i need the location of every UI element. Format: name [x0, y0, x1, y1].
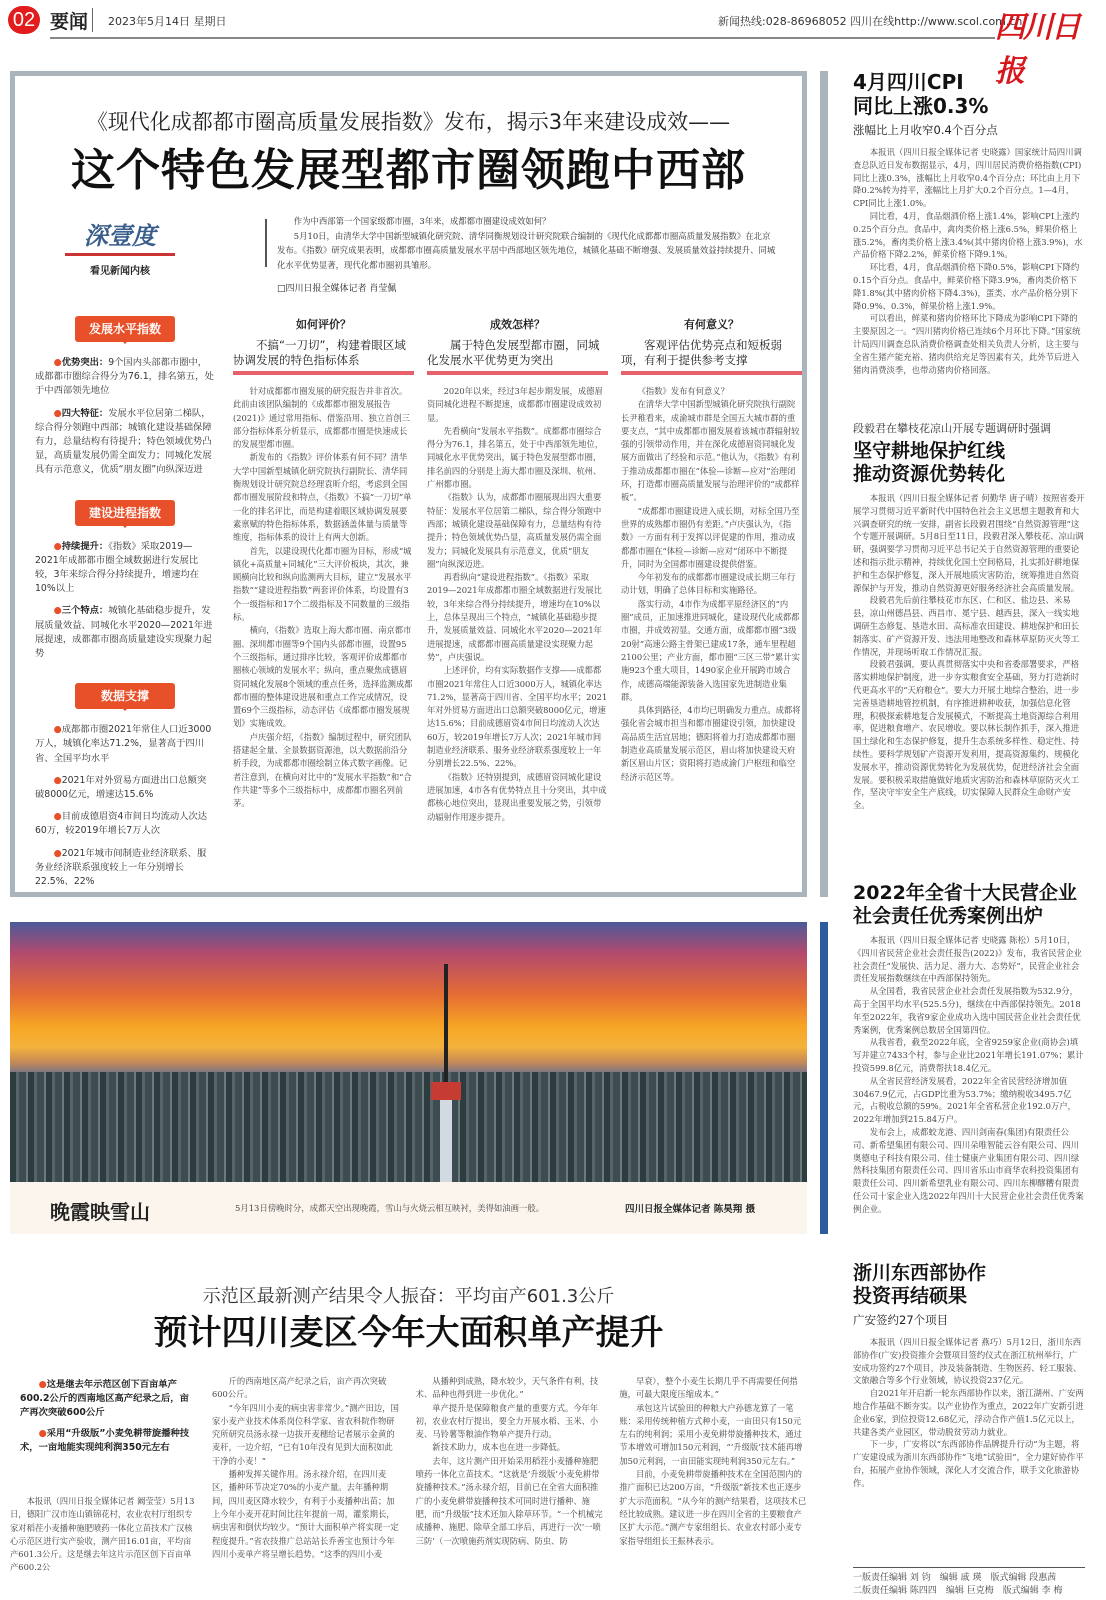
sidebar-bullet	[35, 810, 215, 838]
bullet-dot-icon: ●	[53, 540, 62, 552]
csr-body	[853, 934, 1085, 1216]
paragraph: 具体到路径，4市均已明确发力重点。成都将强化省会城市担当和都市圈建设引领，加快建设高品质生活宜居地；德阳将着力打造成都都市圈制造业高质量发展示范区，眉山将加快建设天府新区眉山片区；资阳将打造成渝门户枢纽和临空经济示范区等。	[621, 705, 801, 782]
paragraph: 本报讯（四川日报全媒体记者 何勤华 唐子晴）按照省委开展学习贯彻习近平新时代中国特色社会主义思想主题教育和大兴调查研究的统一安排，副省长段毅君围绕“自然资源管理”这个专题开展调研。5月8日至11日，段毅君深入攀枝花、凉山调研，强调要学习贯彻习近平总书记关于自然资源管理的重要论述和指示批示精神，持续优化国土空间格局，扎实抓好耕地保护和生态保护修复，深入开展地质灾害防治，统筹推进自然资源保护与开发，推动自然资源更好服务经济社会高质量发展。	[853, 493, 1085, 593]
bullet-text: 9个国内头部都市圈中，成都都市圈综合得分为76.1，排名第五，处于中西部领先地位	[35, 357, 214, 397]
bullet-text: 2021年对外贸易方面进出口总额突破8000亿元，增速达15.6%	[35, 774, 207, 801]
bullet-text: 目前成德眉资4市间日均流动人次达60万，较2019年增长7万人次	[35, 811, 208, 837]
farmland-title-line1: 坚守耕地保护红线	[853, 440, 1006, 462]
paragraph: 从全省民营经济发展看，2022年全省民营经济增加值30467.9亿元，占GDP比重为53.7%；缴纳税收3495.7亿元，占税收总额的59%。2021年全省私营企业192.0万户，2022年增加到215.84万户。	[853, 1075, 1077, 1125]
article-cpi	[853, 70, 1085, 376]
sidebar-group	[35, 316, 215, 478]
paragraph: 落实行动，4市作为成都平原经济区的“内圈”成员，正加速推进同城化，建设现代化成都都市圈，并成效初显。交通方面，成都都市圈“3级20射”高速公路主骨架已建成17条，通车里程超2100公里；产业方面，都市圈“三区三带”累计实施923个重大项目，1490家企业开展跨市域合作，成德高端能源装备入选国家先进制造业集群。	[621, 598, 800, 702]
column-body	[621, 385, 802, 784]
paragraph: 可以看出，鲜菜和猪肉价格环比下降成为影响CPI下降的主要原因之一。“四川猪肉价格已连续6个月环比下降。”国家统计局四川调查总队消费价格调查处相关负责人分析，这主要与全省生猪产能充裕、猪肉供给充足等因素有关，此外节后进入猪肉消费淡季，也带动猪肉价格回落。	[853, 313, 1081, 375]
column-subhead: 不搞“一刀切”，构建着眼区域协调发展的特色指标体系	[233, 338, 414, 375]
photo-caption: 5月13日傍晚时分，成都天空出现晚霞，雪山与火烧云相互映衬，美得如油画一般。	[235, 1203, 545, 1213]
column-subhead: 属于特色发展型都市圈，同城化发展水平优势更为突出	[427, 338, 608, 375]
lead-paragraphs	[277, 214, 777, 272]
page-number-badge: 02	[8, 6, 40, 34]
bullet-lead: 优势突出：	[61, 357, 109, 368]
bullet-lead: 四大特征：	[61, 407, 109, 419]
zj-body	[853, 1336, 1085, 1490]
feature-headline: 这个特色发展型都市圈领跑中西部	[71, 145, 746, 196]
sidebar-bullet	[35, 847, 215, 890]
brand-tagline: 看见新闻内核	[90, 266, 150, 277]
column-significance	[621, 316, 802, 824]
bullet-lead: 三个特点：	[61, 605, 109, 617]
credit-line: 一版责任编辑 刘 钧 编辑 戚 瑛 版式编辑 段惠茜	[853, 1573, 1057, 1583]
bullet-text: 采用“升级版”小麦免耕带旋播种技术，一亩地能实现纯利润350元左右	[20, 1428, 190, 1454]
paragraph: 发布会上，成都蛟龙港、四川剑南春(集团)有限责任公司、新希望集团有限公司、四川朵唯智能云谷有限公司、四川奥德电子科技有限公司、佳士健康产业集团有限公司、四川绿然科技集团有限责任公司、四川省乐山市商华农科投资集团有限责任公司、四川新希望乳业有限公司、四川东柳醪糟有限责任公司十家企业入选2022年四川十大民营企业社会责任优秀案例企业。	[853, 1126, 1084, 1214]
wheat-columns	[212, 1375, 807, 1561]
paragraph: 上述评价，均有实际数据作支撑——成都都市圈2021年常住人口近3000万人，城镇化率达71.2%，显著高于四川省、全国平均水平；2021年对外贸易方面进出口总额突破8000亿元，增速达15.6%；目前成德眉资4市间日均流动人次达60万，较2019年增长7万人次；2021年城市间制造业经济联系、服务业经济联系强度较上一年分别增长22.5%、22%。	[427, 665, 608, 769]
photo-credit: 四川日报全媒体记者 陈昊翔 摄	[625, 1204, 756, 1215]
column-question: 如何评价？	[296, 318, 351, 331]
cpi-title-line1: 4月四川CPI	[853, 70, 964, 94]
farmland-title-line2: 推动资源优势转化	[853, 463, 1006, 485]
sidebar-bullet	[35, 604, 215, 661]
highlight-bullet	[20, 1378, 190, 1419]
paragraph: 本报讯（四川日报全媒体记者 史晓露 陈松）5月10日，《四川省民营企业社会责任报告(2022)》发布，我省民营企业社会责任“发展快、活力足、潜力大、态势好”，民营企业社会责任发展指数继续在中西部保持领先。	[853, 935, 1082, 984]
paragraph: 卢庆强介绍，《指数》编制过程中，研究团队搭建起全量、全景数据资源池，以大数据前沿分析手段，为成都都市圈绘制立体式数字画像。记者注意到，在横向对比中的“发展水平指数”和“合作共建”等多个三级指标中，成都都市圈名列前茅。	[233, 731, 412, 809]
bullet-text: 2021年城市间制造业经济联系、服务业经济联系强度较上一年分别增长22.5%、22%	[35, 847, 207, 888]
bullet-dot-icon: ●	[53, 605, 62, 617]
column-results	[427, 316, 608, 824]
csr-title-line1: 2022年全省十大民营企业	[853, 882, 1077, 904]
paragraph: 环比看，4月，食品烟酒价格下降0.5%，影响CPI下降约0.15个百分点。食品中，鲜菜价格下降3.9%，畜肉类价格下降1.8%(其中猪肉价格下降4.3%)，蛋类、水产品价格分别下降0.9%、0.3%，鲜果价格上涨1.9%。	[853, 262, 1080, 311]
sidebar-bullet	[35, 540, 215, 597]
paragraph: 自2021年开启新一轮东西部协作以来，浙江湖州、广安两地合作基础不断夯实。以产业协作为重点，2022年广安新引进企业6家，到位投资12.68亿元，浮动合作产值1.5亿元以上，共建各类产业园区，带动脱贫劳动力就业。	[853, 1388, 1084, 1437]
paragraph: 横向，《指数》选取上海大都市圈、南京都市圈、深圳都市圈等9个国内头部都市圈，设置95个三级指标，通过排序比较，客观评价成都都市圈核心领域的发展水平；纵向，重点聚焦成德眉资同城化发展8个领域的重点任务，选择监测成都都市圈的整体建设进展和重点工作完成情况，设置69个三级指标，动态评估《成都都市圈发展规划》实施成效。	[233, 625, 413, 729]
editor-credits	[853, 1567, 1085, 1598]
sidebar-bullet	[35, 774, 215, 802]
zj-title-line2: 投资再结硕果	[853, 1285, 968, 1307]
cpi-body	[853, 146, 1085, 376]
paragraph: 段毅君先后前往攀枝花市东区、仁和区、盐边县、米易县，凉山州德昌县、西昌市、冕宁县、越西县，深入一线实地调研生态修复、垦造水田、高标准农田建设、耕地保护和田长制落实、矿产资源开发、违法用地整改和森林草原防灭火等工作情况，并现场听取工作情况汇报。	[853, 595, 1080, 657]
lead-paragraph: 5月10日，由清华大学中国新型城镇化研究院、清华同衡规划设计研究院联合编制的《现代化成都都市圈高质量发展指数》在北京发布。《指数》研究成果表明，成都都市圈高质量发展水平居中西部地区领先地位，城镇化基础不断增强、发展质量效益持续提升、同城化水平优势显著，现代化都市圈初具雏形。	[277, 230, 776, 270]
header-rule	[50, 37, 995, 39]
paragraph: 从我省看，截至2022年底，全省9259家企业(商协会)填写并建立7433个村，参与企业比2021年增长191.07%；累计投资599.8亿元，消费帮扶18.4亿元。	[853, 1037, 1084, 1073]
lead-divider	[265, 219, 267, 267]
byline: □四川日报全媒体记者 肖莹佩	[277, 284, 397, 294]
section-tag: 数据支撑	[75, 683, 175, 709]
header-divider	[92, 8, 93, 32]
paragraph: 斤的西南地区高产纪录之后，亩产再次突破600公斤。	[212, 1376, 387, 1400]
paragraph: 下一步，广安将以“东西部协作品牌提升行动”为主题，将广安建设成为浙川东西部协作“飞地”试验田”，全力建好协作平台，拓展产业协作领域，深化人才交流合作，联手文化旅游协作。	[853, 1439, 1084, 1488]
wheat-column	[212, 1375, 400, 1561]
bullet-text: 城镇化基础稳步提升，发展质量效益、同城化水平2020—2021年进展提速，成都都市圈高质量建设实现聚力起势	[35, 605, 213, 660]
paragraph: 本报讯（四川日报全媒体记者 阚莹莹）5月13日，德阳广汉市连山镇锦花村，农业农村厅组织专家对稻茬小麦播种施肥喷药一体化立苗技术广汉核心示范区进行实产验收，测产田16.01亩，平均亩产601.3公斤。这是继去年这片示范区创下百亩单产600.2公	[10, 1496, 195, 1573]
bullet-dot-icon: ●	[53, 774, 62, 786]
wheat-intro	[10, 1495, 198, 1575]
photo-caption-bar	[10, 1182, 807, 1234]
paragraph: 本报讯（四川日报全媒体记者 燕巧）5月12日，浙川东西部协作(广安)投资推介会暨项目签约仪式在浙江杭州举行，广安成功签约27个项目，涉及装备制造、生物医药、轻工服装、文旅融合等多个行业领域，协议投资237亿元。	[853, 1337, 1082, 1386]
photo-edge-divider	[820, 922, 828, 1234]
paragraph: 在清华大学中国新型城镇化研究院执行副院长尹稚看来，成渝城市群是全国五大城市群的重要支点，“其中成都都市圈发展着该城市群辐射较强的引领带动作用，并在深化成德眉资同城化发展方面做出了经验和示范。”他认为，《指数》有利于推动成都都市圈在“体验—诊断—应对”治理闭环，打造都市圈高质量发展与治理评价的“成都样板”。	[621, 399, 800, 503]
sidebar-bullet	[35, 723, 215, 766]
paragraph: “今年四川小麦的病虫害非常少。”测产田边，国家小麦产业技术体系岗位科学家、省农科院作物研究所研究员汤永禄一边拔开麦穗给记者展示金黄的麦秆，一边介绍，“已有10年没有见到大面积如此干净的小麦！”	[212, 1402, 399, 1466]
paragraph: 承包这片试验田的种粮大户孙德龙算了一笔账：采用传统种植方式种小麦，一亩田只有150元左右的纯利润；采用小麦免耕带旋播种技术，通过节本增效可增加150元利润，“‘升级版’技术能再增加50元利润，一亩田能实现纯利润350元左右。”	[619, 1402, 803, 1466]
feature-kicker: 《现代化成都都市圈高质量发展指数》发布，揭示3年来建设成效——	[86, 110, 731, 134]
section-tag: 建设进程指数	[75, 500, 175, 526]
issue-date: 2023年5月14日 星期日	[108, 15, 227, 28]
paragraph: 今年初发布的成都都市圈建设成长期三年行动计划，明确了总体目标和实施路径。	[621, 572, 796, 596]
paragraph: 同比看，4月，食品烟酒价格上涨1.4%，影响CPI上涨约0.25个百分点。食品中，禽肉类价格上涨6.5%，鲜果价格上涨5.2%，畜肉类价格上涨3.4%(其中猪肉价格上涨3.9%)，水产品价格下降2.2%，鲜菜价格下降9.1%。	[853, 210, 1083, 260]
farmland-pretitle: 段毅君在攀枝花凉山开展专题调研时强调	[853, 422, 1051, 435]
paragraph: 新发布的《指数》评价体系有何不同？清华大学中国新型城镇化研究院执行副院长、清华同衡规划设计研究院总经理袁昕介绍，考虑到全国都市圈发展阶段和特点，《指数》不搞“一刀切”单一化的排名评比，而是构建着眼区域协调发展要素禀赋的特色指标体系，数据涵盖体量与质量等维度，指标体系的设计上有两大创新。	[233, 452, 412, 543]
bullet-dot-icon: ●	[38, 1428, 47, 1440]
sunset-city-photo	[10, 922, 807, 1182]
bullet-text: 这是继去年示范区创下百亩单产600.2公斤的西南地区高产纪录之后，亩产再次突破600公斤	[20, 1379, 189, 1418]
hotline-and-website[interactable]: 新闻热线:028-86968052 四川在线http://www.scol.com.cn	[718, 15, 1023, 28]
bullet-dot-icon: ●	[53, 407, 62, 419]
wheat-highlights	[20, 1378, 190, 1463]
cpi-title-line2: 同比上涨0.3%	[853, 94, 989, 118]
tv-tower-shaft	[440, 1100, 452, 1182]
sidebar-bullet	[35, 407, 215, 478]
column-brand	[65, 216, 175, 277]
bullet-text: 成都都市圈2021年常住人口近3000万人，城镇化率达71.2%，显著高于四川省、全国平均水平	[35, 724, 212, 764]
right-column-divider	[820, 71, 828, 897]
csr-title-line2: 社会责任优秀案例出炉	[853, 905, 1044, 927]
column-question: 成效怎样？	[490, 318, 545, 331]
bullet-lead: 持续提升：	[61, 540, 109, 552]
sidebar-bullet	[35, 356, 215, 399]
column-how-evaluate	[233, 316, 414, 824]
cpi-subtitle: 涨幅比上月收窄0.4个百分点	[853, 123, 998, 137]
paragraph: 本报讯（四川日报全媒体记者 史晓露）国家统计局四川调查总队近日发布数据显示，4月，四川居民消费价格指数(CPI)同比上涨0.3%，涨幅比上月收窄0.4个百分点；环比由上月下降0.2%转为持平，涨幅比上月扩大0.2个百分点。1—4月，CPI同比上涨1.0%。	[853, 147, 1082, 209]
bullet-dot-icon: ●	[53, 811, 62, 823]
credit-line: 二版责任编辑 陈四四 编辑 巨克梅 版式编辑 李 梅	[853, 1586, 1063, 1596]
paragraph: 《指数》还特别提到，成德眉资同城化建设进展加速，4市各有优势特点且十分突出，其中成都核心地位突出，显现出重要发展之势，引领带动辐射作用逐步提升。	[427, 771, 607, 822]
bullet-text: 《指数》采取2019—2021年成都都市圈全域数据进行发展比较，3年来综合得分持续提升，增速均在10%以上	[35, 540, 199, 595]
highlight-bullet	[20, 1427, 190, 1455]
paragraph: 从播种到成熟，降水较少，天气条件有利，技术、品种也得到进一步优化。”	[415, 1376, 599, 1400]
paragraph: 从全国看，我省民营企业社会责任发展指数为532.9分，高于全国平均水平(525.5分)，继续在中西部保持领先。2018年至2022年，我省9家企业成功入选中国民营企业社会责任优秀案例，优秀案例总数居全国第四位。	[853, 986, 1081, 1035]
paragraph: 去年，这片测产田开始采用稻茬小麦播种施肥喷药一体化立苗技术。“这就是‘升级版’小麦免耕带旋播种技术。”汤永禄介绍，目前已在全省大面积推广的小麦免耕带旋播种技术可同时进行播种、施肥，而“升级版”技术还加入除草环节。“一个机械完成播种、施肥、除草全部工序后，再进行一次‘一喷三防’（一次喷施药剂实现防病、防虫、防	[415, 1455, 603, 1546]
wheat-column	[416, 1375, 604, 1561]
paragraph: 目前，小麦免耕带旋播种技术在全国范围内的推广面积已达200万亩，“升级版”新技术也正逐步扩大示范面积。“从今年的测产结果看，这项技术已经比较成熟。建议进一步在四川全省的主要粮食产区扩大示范。”测产专家组组长、农业农村部小麦专家指导组组长王振林表示。	[619, 1469, 807, 1546]
paragraph: “成都都市圈建设进入成长期，对标全国乃至世界的成熟都市圈仍有差距。”卢庆强认为，《指数》一方面有利于发挥以评促建的作用，推动成都都市圈在“体检—诊断—应对”闭环中不断提升，同时为全国都市圈建设提供借鉴。	[621, 505, 800, 569]
tv-tower-antenna	[444, 964, 448, 1086]
column-question: 有何意义？	[684, 318, 739, 331]
paragraph: 先看横向“发展水平指数”。成都都市圈综合得分为76.1，排名第五，处于中西部领先地位，同城化水平优势突出，属于特色发展型都市圈，排名前四的分别是上海大都市圈及深圳、杭州、广州都市圈。	[427, 425, 604, 490]
zj-subtitle: 广安签约27个项目	[853, 1313, 949, 1327]
section-name: 要闻	[50, 11, 89, 33]
zj-title-line1: 浙川东西部协作	[853, 1262, 987, 1284]
paragraph: 2020年以来，经过3年起步期发展，成德眉资同城化进程不断提速，成都都市圈建设成效初显。	[427, 386, 603, 423]
paragraph: 早衰），整个小麦生长期几乎不再需要任何措施，可最大限度压缩成本。”	[619, 1376, 798, 1400]
feature-article	[10, 71, 807, 897]
sidebar-group	[35, 683, 215, 889]
article-zhejiang-sichuan	[853, 1262, 1085, 1490]
wheat-headline: 预计四川麦区今年大面积单产提升	[153, 1313, 664, 1353]
section-tag: 发展水平指数	[75, 316, 175, 342]
wheat-kicker: 示范区最新测产结果令人振奋：平均亩产601.3公斤	[202, 1286, 615, 1307]
column-subhead: 客观评估优势亮点和短板弱项，有利于提供参考支撑	[621, 338, 802, 375]
newspaper-logo: 四川日报	[995, 10, 1079, 89]
article-private-enterprise	[853, 882, 1085, 1216]
column-body	[233, 385, 414, 811]
sidebar-group	[35, 500, 215, 662]
wheat-column	[619, 1375, 807, 1561]
tv-tower-observation-deck	[431, 1082, 461, 1100]
lead-paragraph: 作为中西部第一个国家级都市圈，3年来，成都都市圈建设成效如何？	[293, 216, 551, 226]
paragraph: 首先，以建设现代化都市圈为目标，形成“城镇化+高质量+同城化”三大评价板块，其次，兼顾横向比较和纵向监测两大目标，建立“发展水平指数”“建设进程指数”两套评价体系，均设置有3个一级指标和17个二级指标及不同数量的三级指标。	[233, 545, 412, 623]
feature-columns	[233, 316, 803, 824]
paragraph: 再看纵向“建设进程指数”。《指数》采取2019—2021年成都都市圈全域数据进行发展比较，3年来综合得分持续提升，增速均在10%以上，总体呈现出三个特点，“城镇化基础稳步提升，发展质量效益、同城化水平2020—2021年进展提速，成都都市圈高质量建设实现聚力起势”，卢庆强说。	[427, 572, 602, 662]
city-skyline	[10, 1072, 807, 1182]
paragraph: 《指数》发布有何意义？	[637, 386, 729, 396]
bullet-dot-icon: ●	[53, 724, 62, 736]
paragraph: 新技术助力，成本也在进一步降低。	[432, 1442, 566, 1453]
paragraph: 《指数》认为，成都都市圈展现出四大重要特征：发展水平位居第二梯队，综合得分领跑中西部；城镇化建设基础保障有力，总量结构有待提升；特色领域优势凸显，高质量发展仍需全面发力；同城化发展具有示范意义，优质“朋友圈”向纵深迈进。	[427, 492, 602, 569]
farmland-body	[853, 492, 1085, 812]
paragraph: 针对成都都市圈发展的研究报告并非首次。此前由该团队编制的《成都都市圈发展报告(2021)》通过常用指标、借鉴沿用、独立首创三部分指标体系分析显示，成都都市圈是快速成长的发展型都市圈。	[233, 386, 410, 450]
paragraph: 单产提升是保障粮食产量的重要方式。今年年初，农业农村厅提出，要全力开展水稻、玉米、小麦、马铃薯等粮油作物单产提升行动。	[415, 1402, 599, 1440]
bullet-dot-icon: ●	[38, 1379, 47, 1390]
brand-name: 深壹度	[65, 216, 175, 256]
paragraph: 段毅君强调，要认真贯彻落实中央和省委部署要求，严格落实耕地保护制度，进一步夯实粮食安全基础，努力打造新时代更高水平的“天府粮仓”。要大力开展土地综合整治，进一步完善垦造耕地管控机制，有序推进耕种收获，加强信息化管理，积极探索耕地复合发展模式，不断提高土地资源综合利用率，促进粮食增产、农民增收。要以林长制作抓手，深入推进国土绿化和生态保护修复，提升生态系统多样性、稳定性、持续性。要科学规划矿产资源开发利用，提高资源集约、规模化发展水平，推动资源优势转化为发展优势，促进经济社会全面发展。要积极采取措施做好地质灾害防治和森林草原防灭火工作，坚决守牢安全生产底线，切实保障人民群众生命财产安全。	[853, 659, 1080, 811]
photo-title: 晚霞映雪山	[50, 1200, 150, 1224]
article-farmland	[853, 420, 1085, 812]
column-body	[427, 385, 608, 824]
paragraph: 播种发挥关键作用。汤永禄介绍，在四川麦区，播种环节决定70%的小麦产量。去年播种期间，四川麦区降水较少，有利于小麦播种出苗；加上今年小麦开花时间比往年提前一周，灌浆期长，病虫害和倒伏均较少。“预计大面积单产将实现一定程度提升。”省农技推广总站站长乔善宝也预计今年四川小麦单产将呈增长趋势。“这季的四川小麦	[212, 1469, 399, 1559]
bullet-text: 发展水平位居第二梯队，综合得分领跑中西部；城镇化建设基础保障有力，总量结构有待提升；特色领域优势凸显，高质量发展仍需全面发力；同城化发展具有示范意义，优质“朋友圈”向纵深迈进	[35, 407, 212, 476]
feature-sidebar	[35, 316, 215, 911]
bullet-dot-icon: ●	[53, 847, 62, 859]
bullet-dot-icon: ●	[53, 357, 62, 368]
